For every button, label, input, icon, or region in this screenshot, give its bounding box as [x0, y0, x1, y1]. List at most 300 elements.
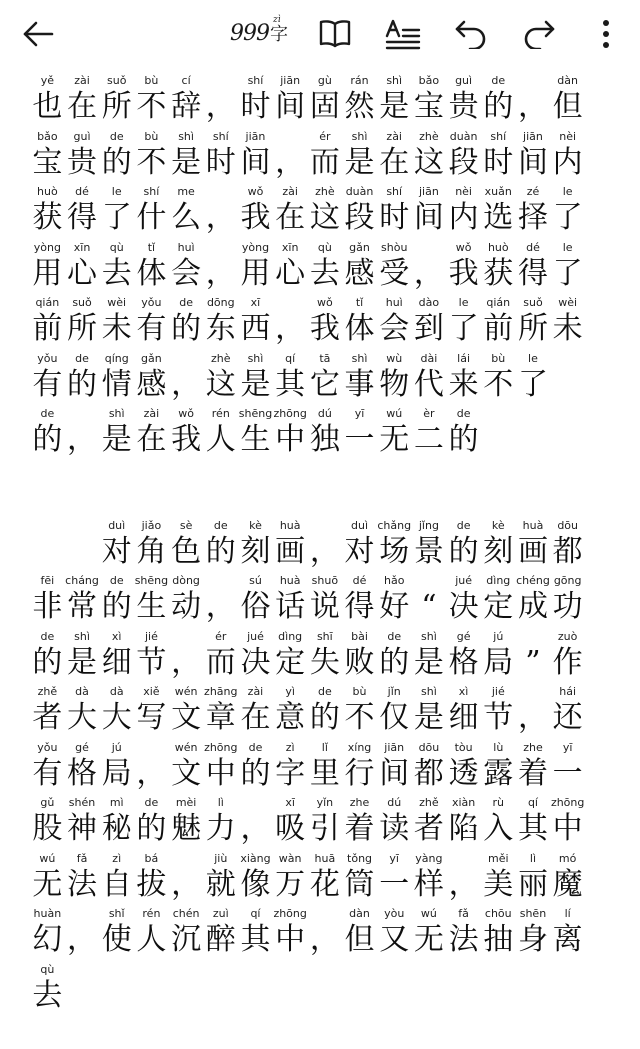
character-cell	[412, 850, 447, 906]
character-cell	[65, 405, 100, 461]
hanzi: 定	[275, 644, 306, 680]
hanzi: 是	[413, 644, 444, 680]
pinyin: chén	[172, 907, 200, 920]
pinyin: lǐ	[321, 740, 328, 754]
hanzi: 了	[101, 200, 132, 235]
arrow-left-icon	[21, 19, 55, 49]
pinyin: dào	[418, 296, 440, 309]
hanzi: 刻	[240, 533, 271, 569]
pinyin: zhōng	[204, 740, 238, 754]
more-options-button[interactable]	[584, 12, 628, 56]
hanzi: 在	[379, 144, 410, 180]
character-cell	[65, 905, 100, 961]
pinyin: zhōng	[273, 407, 307, 420]
hanzi: 获	[483, 255, 514, 291]
hanzi: 说	[309, 589, 340, 624]
hanzi: 宝	[413, 89, 444, 124]
hanzi: 离	[552, 922, 583, 957]
pinyin: zuò	[557, 629, 578, 643]
character-cell	[550, 683, 585, 739]
pinyin: shì	[421, 685, 437, 698]
text-line	[30, 961, 620, 1017]
hanzi: ，	[275, 144, 306, 180]
pinyin: tǒng	[347, 851, 373, 865]
character-cell	[65, 739, 100, 795]
character-cell	[516, 628, 551, 684]
pinyin: wǒ	[455, 240, 472, 254]
hanzi: 一	[344, 422, 375, 457]
hanzi: 有	[32, 755, 63, 791]
character-cell	[99, 405, 134, 461]
character-cell	[446, 794, 481, 850]
pinyin: lì	[217, 796, 224, 809]
pinyin: jǐng	[418, 518, 439, 532]
pinyin: tòu	[454, 740, 473, 754]
hanzi: 但	[344, 922, 375, 957]
character-cell	[169, 183, 204, 239]
hanzi: 都	[413, 755, 444, 791]
back-button[interactable]	[16, 12, 60, 56]
character-cell	[377, 350, 412, 406]
pinyin: shén	[68, 796, 96, 809]
hanzi: 不	[344, 700, 375, 735]
character-cell	[481, 794, 516, 850]
pinyin: zài	[247, 685, 264, 698]
pinyin: shì	[421, 629, 437, 643]
pinyin: fǎ	[76, 851, 88, 865]
pinyin: shí	[212, 129, 229, 143]
pinyin: le	[528, 351, 538, 365]
character-cell	[342, 794, 377, 850]
hanzi: 体	[344, 311, 375, 346]
pinyin: zhè	[211, 351, 231, 365]
character-cell	[516, 572, 551, 628]
hanzi: 无	[379, 422, 410, 457]
character-cell	[30, 72, 65, 128]
hanzi: 决	[240, 644, 271, 680]
pinyin: bù	[144, 74, 159, 87]
hanzi: 的	[448, 533, 479, 569]
character-cell	[550, 850, 585, 906]
character-cell	[203, 905, 238, 961]
character-cell	[238, 72, 273, 128]
pinyin: huò	[37, 185, 58, 198]
character-cell	[238, 683, 273, 739]
hanzi: 是	[344, 144, 375, 180]
character-cell	[516, 739, 551, 795]
pinyin: yòng	[241, 240, 270, 254]
hanzi: 这	[205, 366, 236, 402]
pinyin: qián	[486, 296, 511, 309]
character-cell	[238, 905, 273, 961]
pinyin: qí	[250, 907, 261, 920]
pinyin: de	[456, 518, 471, 532]
pinyin: nèi	[455, 185, 472, 198]
pinyin: me	[177, 185, 195, 198]
hanzi: 这	[413, 144, 444, 180]
character-cell	[412, 572, 447, 628]
pinyin: bù	[144, 129, 159, 143]
hanzi: 的	[240, 755, 271, 791]
hanzi: 得	[67, 200, 98, 235]
hanzi: ，	[448, 866, 479, 902]
character-cell	[446, 294, 481, 350]
hanzi: ，	[517, 89, 548, 124]
character-cell	[412, 239, 447, 295]
character-cell	[273, 350, 308, 406]
character-cell	[65, 628, 100, 684]
hanzi: ，	[171, 644, 202, 680]
pinyin: chōu	[484, 907, 512, 920]
character-cell	[238, 572, 273, 628]
character-count	[226, 12, 292, 56]
hanzi: 段	[448, 144, 479, 180]
text-line	[30, 517, 620, 573]
text-format-icon	[385, 18, 421, 50]
pinyin: gé	[75, 740, 89, 754]
character-cell	[238, 239, 273, 295]
character-cell	[446, 72, 481, 128]
pinyin: gōng	[553, 574, 582, 587]
hanzi: 一	[379, 866, 410, 902]
pinyin: yǒu	[37, 351, 58, 365]
character-cell	[134, 405, 169, 461]
hanzi: 决	[448, 589, 479, 624]
pinyin: dōng	[206, 296, 235, 309]
pinyin: jié	[491, 685, 505, 698]
character-cell	[342, 405, 377, 461]
pinyin: zuì	[212, 907, 229, 920]
hanzi: 意	[275, 700, 306, 735]
pinyin: yǒu	[141, 296, 162, 309]
hanzi: 色	[171, 533, 202, 569]
pinyin: tǐ	[355, 296, 364, 309]
pinyin: tǐ	[147, 240, 156, 254]
character-cell	[99, 239, 134, 295]
hanzi: 去	[309, 255, 340, 291]
pinyin: xì	[111, 629, 122, 643]
character-cell	[342, 628, 377, 684]
hanzi: 一	[552, 755, 583, 791]
text-line	[30, 128, 620, 184]
character-cell	[273, 739, 308, 795]
character-cell	[169, 517, 204, 573]
hanzi: 局	[101, 755, 132, 791]
hanzi: 来	[448, 366, 479, 402]
pinyin: xiàng	[240, 851, 271, 865]
pinyin: gǔ	[40, 796, 55, 809]
character-cell	[30, 850, 65, 906]
character-cell	[412, 294, 447, 350]
pinyin: wǒ	[316, 296, 333, 309]
character-cell	[342, 239, 377, 295]
more-vertical-icon	[601, 18, 611, 50]
hanzi: 细	[101, 644, 132, 680]
character-cell	[481, 183, 516, 239]
pinyin: duàn	[345, 185, 374, 198]
character-cell	[308, 183, 343, 239]
pinyin: jǐn	[387, 685, 401, 698]
pinyin: lù	[493, 740, 504, 754]
hanzi: 好	[379, 589, 410, 624]
hanzi: 常	[67, 589, 98, 624]
character-cell	[99, 739, 134, 795]
character-cell	[412, 517, 447, 573]
character-cell	[446, 517, 481, 573]
pinyin: le	[458, 296, 469, 309]
pinyin: bǎo	[37, 129, 58, 143]
document-body[interactable]	[30, 72, 620, 1016]
undo-button[interactable]	[449, 12, 493, 56]
character-cell	[99, 794, 134, 850]
hanzi: 魅	[171, 811, 202, 846]
hanzi: 作	[552, 644, 583, 680]
hanzi: 神	[67, 811, 98, 846]
toolbar	[0, 0, 640, 68]
hanzi: 自	[101, 866, 132, 902]
pinyin: sú	[249, 574, 262, 587]
character-cell	[446, 683, 481, 739]
hanzi: 中	[275, 422, 306, 457]
character-cell	[342, 294, 377, 350]
pinyin: jué	[455, 574, 472, 587]
hanzi: 了	[448, 311, 479, 346]
pinyin: le	[111, 185, 122, 198]
pinyin: wú	[39, 851, 56, 865]
character-cell	[481, 905, 516, 961]
hanzi: 中	[275, 922, 306, 957]
hanzi: 字	[275, 755, 306, 791]
pinyin: jiān	[418, 185, 439, 198]
character-cell	[481, 572, 516, 628]
hanzi: 间	[275, 89, 306, 124]
pinyin: rù	[492, 796, 505, 809]
character-cell	[273, 683, 308, 739]
pinyin: jué	[247, 629, 264, 643]
pinyin: qí	[527, 796, 538, 809]
pinyin: kè	[249, 518, 262, 532]
pinyin: nèi	[559, 129, 577, 143]
text-line	[30, 405, 620, 461]
hanzi: 然	[344, 89, 375, 124]
character-cell	[550, 239, 585, 295]
character-cell	[203, 517, 238, 573]
pinyin: de	[456, 407, 471, 420]
text-line	[30, 739, 620, 795]
pinyin: dōu	[557, 518, 578, 532]
hanzi: 了	[552, 200, 583, 235]
character-cell	[412, 128, 447, 184]
character-cell	[308, 405, 343, 461]
character-cell	[99, 683, 134, 739]
hanzi: 心	[67, 255, 98, 291]
pinyin: hái	[559, 685, 577, 698]
character-cell	[203, 294, 238, 350]
hanzi: 功	[552, 589, 583, 624]
character-cell	[550, 628, 585, 684]
hanzi: ，	[205, 200, 236, 235]
hanzi: 会	[171, 255, 202, 291]
hanzi: 的	[205, 533, 236, 569]
pinyin: de	[213, 518, 228, 532]
pinyin: wén	[174, 740, 198, 754]
character-cell	[30, 683, 65, 739]
pinyin: èr	[423, 407, 435, 420]
pinyin: bǎo	[418, 74, 440, 87]
hanzi: 我	[309, 311, 340, 346]
character-cell	[99, 517, 134, 573]
character-cell	[169, 572, 204, 628]
pinyin: zài	[143, 407, 160, 420]
character-cell	[308, 905, 343, 961]
pinyin: wàn	[278, 851, 302, 865]
pinyin: yòu	[384, 907, 405, 920]
pinyin: xī	[285, 796, 295, 809]
hanzi: 股	[32, 811, 63, 846]
hanzi: 力	[205, 811, 236, 846]
hanzi: 的	[448, 422, 479, 457]
hanzi: 我	[240, 200, 271, 235]
pinyin: huà	[279, 574, 301, 587]
character-cell	[377, 128, 412, 184]
text-format-button[interactable]	[381, 12, 425, 56]
hanzi: 贵	[67, 144, 98, 180]
text-line	[30, 572, 620, 628]
character-cell	[203, 72, 238, 128]
text-line	[30, 183, 620, 239]
pinyin: de	[75, 351, 89, 365]
hanzi: 行	[344, 755, 375, 791]
character-count-unit	[270, 15, 288, 45]
pinyin: jié	[144, 629, 158, 643]
character-cell	[481, 628, 516, 684]
hanzi: 秘	[101, 811, 132, 846]
pinyin: gǎn	[349, 240, 370, 254]
character-cell	[342, 183, 377, 239]
hanzi: 了	[552, 255, 583, 291]
hanzi: 话	[275, 589, 306, 624]
redo-icon	[522, 19, 556, 49]
hanzi: 的	[136, 811, 167, 846]
pinyin: wǒ	[247, 185, 264, 198]
hanzi: 其	[517, 811, 548, 846]
character-cell	[169, 683, 204, 739]
hanzi: 入	[483, 811, 514, 846]
pinyin: zài	[282, 185, 298, 198]
character-cell	[30, 405, 65, 461]
character-cell	[134, 739, 169, 795]
hanzi: 对	[101, 533, 132, 569]
character-cell	[550, 572, 585, 628]
hanzi: 法	[67, 866, 98, 902]
pinyin: huà	[279, 518, 301, 532]
character-cell	[412, 405, 447, 461]
character-cell	[273, 572, 308, 628]
character-cell	[412, 350, 447, 406]
pinyin: shēng	[238, 407, 273, 420]
pinyin: yì	[285, 685, 295, 698]
character-cell	[342, 128, 377, 184]
character-cell	[169, 239, 204, 295]
character-cell	[377, 405, 412, 461]
character-cell	[342, 572, 377, 628]
hanzi: 不	[483, 366, 514, 402]
hanzi: 不	[136, 144, 167, 180]
hanzi: ，	[171, 866, 202, 902]
character-cell	[169, 905, 204, 961]
hanzi: 所	[67, 311, 98, 346]
pinyin: le	[562, 240, 573, 254]
undo-icon	[454, 19, 488, 49]
hanzi: 是	[101, 422, 132, 457]
character-cell	[308, 850, 343, 906]
pinyin: shì	[178, 129, 194, 143]
hanzi: 二	[413, 422, 444, 457]
character-cell	[377, 517, 412, 573]
character-cell	[30, 294, 65, 350]
character-cell	[308, 350, 343, 406]
character-cell	[516, 350, 551, 406]
pinyin: dé	[526, 240, 540, 254]
character-cell	[412, 794, 447, 850]
character-cell	[308, 72, 343, 128]
pinyin: bài	[351, 629, 368, 643]
book-button[interactable]	[313, 12, 357, 56]
hanzi: ，	[67, 922, 98, 957]
pinyin: cháng	[65, 574, 99, 587]
hanzi: 获	[32, 200, 63, 235]
character-cell	[446, 183, 481, 239]
pinyin: shí	[386, 185, 403, 198]
hanzi: 贵	[448, 89, 479, 124]
hanzi: 是	[413, 700, 444, 735]
pinyin: dàn	[557, 74, 578, 87]
redo-button[interactable]	[517, 12, 561, 56]
character-cell	[30, 239, 65, 295]
character-cell	[377, 683, 412, 739]
hanzi: 用	[32, 255, 63, 291]
pinyin: huò	[487, 240, 509, 254]
hanzi: 内	[448, 200, 479, 235]
character-cell	[342, 850, 377, 906]
character-cell	[203, 350, 238, 406]
hanzi: 的	[32, 644, 63, 680]
pinyin: gù	[317, 74, 332, 87]
pinyin: de	[179, 296, 193, 309]
pinyin: dōu	[418, 740, 440, 754]
hanzi: 是	[379, 89, 410, 124]
character-cell	[203, 183, 238, 239]
hanzi: 时	[379, 200, 410, 235]
pinyin: qián	[35, 296, 60, 309]
hanzi: 中	[552, 811, 583, 846]
character-cell	[446, 739, 481, 795]
character-cell	[412, 683, 447, 739]
hanzi: 物	[379, 366, 410, 402]
character-cell	[65, 72, 100, 128]
pinyin: xiě	[143, 685, 160, 698]
character-cell	[169, 128, 204, 184]
pinyin: huì	[385, 296, 403, 309]
pinyin: xiàn	[451, 796, 476, 809]
character-cell	[169, 350, 204, 406]
character-cell	[134, 183, 169, 239]
hanzi: 节	[483, 700, 514, 735]
pinyin: yǒu	[37, 740, 58, 754]
character-cell	[134, 850, 169, 906]
character-count-value: 999	[230, 21, 269, 46]
pinyin: shì	[74, 629, 90, 643]
